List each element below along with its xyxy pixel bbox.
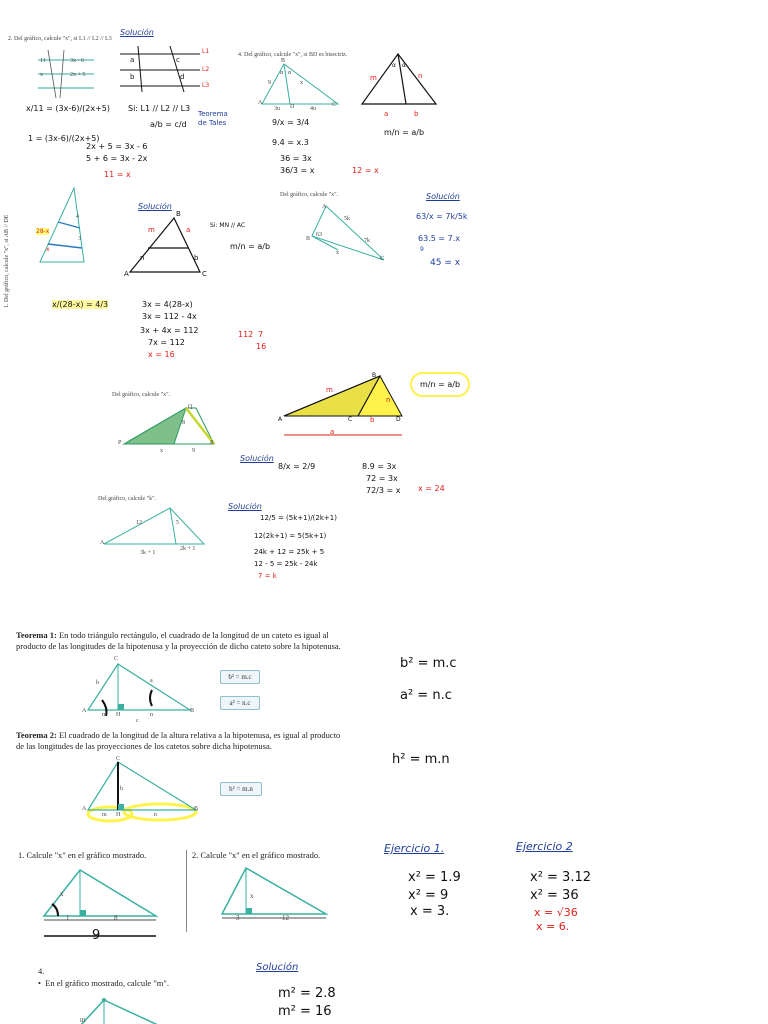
p1-line-4: 1 = (3x-6)/(2x+5) [28, 134, 100, 143]
p4-label-63: 63 [316, 232, 322, 238]
p6-label-A: A [100, 540, 105, 546]
e4-line-2: m² = 16 [278, 1004, 332, 1019]
p3-solution-title: Solución [138, 202, 172, 211]
p1-line-1: x/11 = (3x-6)/(2x+5) [26, 104, 110, 113]
p1-sol-a: a [130, 56, 135, 64]
p2-label-D: D [290, 104, 295, 110]
p4-label-C: C [380, 256, 385, 262]
exercise-2-statement: 2. Calcule "x" en el gráfico mostrado. [192, 850, 321, 860]
p2-side-alpha-1: α [392, 62, 396, 69]
p1-line-6: 5 + 6 = 3x - 2x [86, 154, 148, 163]
p3-div-3: 16 [256, 342, 267, 351]
e2-answer: x = 6. [536, 920, 570, 933]
p4-solution-title: Solución [426, 192, 460, 201]
t1-hand-1: b² = m.c [400, 656, 457, 671]
p2-side-b: b [414, 110, 419, 118]
p5-side-a-arrow [284, 430, 402, 440]
theorem-1-figure [88, 660, 190, 720]
t2-label-H: H [116, 812, 121, 818]
p1-answer: 11 = x [104, 170, 131, 179]
p1-sol-c: c [176, 56, 180, 64]
p3-sol-A: A [124, 270, 129, 278]
theorem-1-text: Teorema 1: En todo triángulo rectángulo, el cuadrado de la longitud de un cateto es igual al producto de las longitudes de la hipotenusa y la proyección de dicho cateto sobre la hipotenusa. [16, 630, 341, 651]
p1-solution-title: Solución [120, 28, 154, 37]
p4-label-5k: 5k [344, 216, 350, 222]
p5-line-4: 72/3 = x [366, 486, 401, 495]
t1-label-H: H [116, 712, 121, 718]
p6-line-4: 12 - 5 = 25k - 24k [254, 560, 318, 568]
t1-label-c: c [136, 718, 139, 724]
p4-line-2: 63.5 = 7.x [418, 234, 460, 243]
p3-fig-3: 3 [78, 236, 81, 242]
problem-1-figure [38, 50, 94, 98]
p6-label-5: 5 [176, 520, 179, 526]
p5-label-x: x [160, 448, 163, 454]
p3-div-2: 7 [258, 330, 264, 339]
p5-side-figure [284, 376, 402, 424]
t1-label-a: a [150, 678, 153, 684]
p4-line-1: 63/x = 7k/5k [416, 212, 468, 221]
p4-label-7k: 7k [364, 238, 370, 244]
t2-hand: h² = m.n [392, 752, 450, 767]
p6-label-2k1: 2k + 1 [180, 546, 196, 552]
p5-line-1: 8/x = 2/9 [278, 462, 316, 471]
e2-line-2: x² = 36 [530, 888, 579, 903]
problem-6-statement: Del gráfico, calcule "k". [98, 496, 157, 502]
p3-line-2: 3x = 4(28-x) [142, 300, 193, 309]
p1-label-b: 2x + 5 [70, 72, 86, 78]
p1-line-3: a/b = c/d [150, 120, 187, 129]
p6-line-3: 24k + 12 = 25k + 5 [254, 548, 325, 556]
p3-line-1: x/(28-x) = 4/3 [52, 300, 109, 309]
p3-line-5: 7x = 112 [148, 338, 185, 347]
p1-line-2: Si: L1 // L2 // L3 [128, 104, 191, 113]
p5-answer: x = 24 [418, 484, 445, 493]
p2-angle-2: α [288, 70, 292, 76]
problem-2-statement: 4. Del gráfico, calcule "x", si BD es bisectriz. [238, 52, 348, 58]
p1-line-5: 2x + 5 = 3x - 6 [86, 142, 148, 151]
p3-fig-28x: 28-x [36, 228, 50, 235]
p2-label-3u: 3u [274, 106, 280, 112]
t1-label-n: n [150, 712, 153, 718]
p3-sol-C: C [202, 270, 207, 278]
p5-label-9: 9 [192, 448, 195, 454]
p2-label-C: C [332, 102, 337, 108]
p4-label-A: A [322, 204, 327, 210]
p5-label-P: P [118, 440, 122, 446]
bullet-icon: • [38, 978, 46, 988]
theorem-2-text: Teorema 2: El cuadrado de la longitud de la altura relativa a la hipotenusa, es igual al producto de las longitudes de las proyecciones de los catetos sobre dicha hipotenusa. [16, 730, 341, 751]
t2-label-A: A [82, 806, 87, 812]
t2-formula-box: h² = m.n [220, 782, 262, 796]
exercise-2-title: Ejercicio 2 [516, 840, 573, 853]
t2-label-C: C [116, 756, 121, 762]
p1-label-d: x [40, 72, 43, 78]
problem-5-figure [124, 404, 214, 448]
t2-label-m: m [102, 812, 107, 818]
p5-side-formula: m/n = a/b [410, 372, 470, 397]
e1-label-1: 1 [66, 914, 70, 922]
p1-sol-l2: L2 [202, 66, 210, 73]
t2-label-B: B [194, 806, 199, 812]
t1-label-b: b [96, 680, 99, 686]
e1-label-x: x [60, 890, 64, 898]
p1-sol-d: d [180, 73, 185, 81]
p3-note: Si: MN // AC [210, 222, 246, 229]
e1-label-8: 8 [114, 914, 118, 922]
p2-side-alpha-2: α [402, 62, 406, 69]
p3-line-4: 3x + 4x = 112 [140, 326, 199, 335]
p3-sol-a: a [186, 226, 191, 234]
p5-side-n: n [386, 396, 391, 404]
p4-answer: 45 = x [430, 258, 461, 268]
p2-side-a: a [384, 110, 389, 118]
p2-label-B: B [281, 58, 286, 64]
p1-teorema: Teorema de Tales [198, 110, 228, 127]
p2-label-A: A [258, 100, 263, 106]
p5-line-2: 8.9 = 3x [362, 462, 397, 471]
exercise-2-figure [222, 866, 328, 920]
p5-side-m: m [326, 386, 333, 394]
exercise-1-statement: 1. Calcule "x" en el gráfico mostrado. [18, 850, 147, 860]
e1-line-3: x = 3. [410, 904, 450, 919]
p3-sol-B: B [176, 210, 181, 218]
p3-line-3: 3x = 112 - 4x [142, 312, 197, 321]
e2-label-x: x [250, 892, 254, 900]
p5-line-3: 72 = 3x [366, 474, 398, 483]
p3-fig-4: 4 [76, 214, 79, 220]
t2-label-n: n [154, 812, 157, 818]
p5-solution-title: Solución [240, 454, 274, 463]
p5-side-a: a [330, 428, 335, 436]
p6-solution-title: Solución [228, 502, 262, 511]
t1-label-m: m [102, 712, 107, 718]
p2-line-4: 36/3 = x [280, 166, 315, 175]
problem-3-statement: 1. Del gráfico, calcule "x", si AB // DE [4, 214, 10, 308]
exercise-4-number: 4. [38, 966, 45, 976]
p1-label-c: 11 [40, 58, 46, 64]
problem-4-figure [312, 206, 384, 260]
exercise-1-title: Ejercicio 1. [384, 842, 445, 855]
t2-label-h: h [120, 786, 123, 792]
p1-sol-l1: L1 [202, 48, 210, 55]
problem-1-statement: 2. Del gráfico, calcule "x", si L1 // L2 // L3 [8, 36, 112, 42]
p2-label-4u: 4u [310, 106, 316, 112]
p6-line-1: 12/5 = (5k+1)/(2k+1) [260, 514, 337, 522]
problem-5-statement: Del gráfico, calcule "x". [112, 392, 171, 398]
p5-side-A: A [278, 416, 283, 423]
e2-line-3: x = √36 [534, 906, 578, 919]
p5-side-C: C [348, 416, 353, 423]
e4-line-1: m² = 2.8 [278, 986, 336, 1001]
p6-line-2: 12(2k+1) = 5(5k+1) [254, 532, 327, 540]
p5-side-B: B [372, 372, 377, 379]
p4-line-3: 9 [420, 246, 424, 253]
exercise-4-statement: • En el gráfico mostrado, calcule "m". [38, 978, 170, 988]
p3-sol-b: b [194, 254, 199, 262]
p3-sol-n: n [140, 254, 145, 262]
p2-label-9: 9 [268, 80, 271, 86]
p2-line-3: 36 = 3x [280, 154, 312, 163]
p2-line-2: 9.4 = x.3 [272, 138, 309, 147]
t1-label-B: B [190, 708, 195, 714]
e1-label-9: 9 [92, 928, 101, 943]
p2-angle-1: α [280, 70, 284, 76]
p4-label-x: x [336, 250, 339, 256]
e2-line-1: x² = 3.12 [530, 870, 592, 885]
p5-label-R: R [210, 440, 215, 446]
p4-label-B: B [306, 236, 311, 242]
e1-line-2: x² = 9 [408, 888, 449, 903]
p5-label-Q: Q [188, 404, 193, 410]
problem-6-figure [104, 508, 204, 548]
p2-label-x: x [300, 80, 303, 86]
p1-sol-b: b [130, 73, 135, 81]
p5-side-D: D [396, 416, 401, 423]
exercise-4-figure [80, 996, 160, 1024]
p3-answer: x = 16 [148, 350, 175, 359]
e2-label-12: 12 [282, 914, 289, 922]
p3-note-formula: m/n = a/b [230, 242, 271, 251]
p3-sol-m: m [148, 226, 155, 234]
p2-side-formula: m/n = a/b [384, 128, 425, 137]
p6-label-3k1: 3k + 1 [140, 550, 156, 556]
p3-fig-x: x [46, 246, 50, 253]
t1-label-C: C [114, 656, 119, 662]
p1-sol-l3: L3 [202, 82, 210, 89]
p5-side-b: b [370, 416, 375, 424]
p1-label-a: 3x - 6 [70, 58, 84, 64]
p2-side-m: m [370, 74, 377, 82]
exercise-divider [186, 850, 187, 932]
p5-label-8: 8 [182, 420, 185, 426]
p3-div-1: 112 [238, 330, 254, 339]
e4-label-m: m [80, 1016, 86, 1024]
e1-line-1: x² = 1.9 [408, 870, 461, 885]
e4-solution-title: Solución [256, 962, 299, 973]
p2-answer: 12 = x [352, 166, 379, 175]
p6-label-12: 12 [136, 520, 142, 526]
p6-answer: 7 = k [258, 572, 277, 580]
p2-line-1: 9/x = 3/4 [272, 118, 310, 127]
t1-label-A: A [82, 708, 87, 714]
p2-side-n: n [418, 72, 423, 80]
p1-solution-figure [120, 46, 200, 92]
t1-formula-box-2: a² = n.c [220, 696, 260, 710]
t1-hand-2: a² = n.c [400, 688, 452, 703]
t1-formula-box-1: b² = m.c [220, 670, 260, 684]
e2-label-3: 3 [236, 914, 240, 922]
problem-4-statement: Del gráfico, calcule "x". [280, 192, 339, 198]
